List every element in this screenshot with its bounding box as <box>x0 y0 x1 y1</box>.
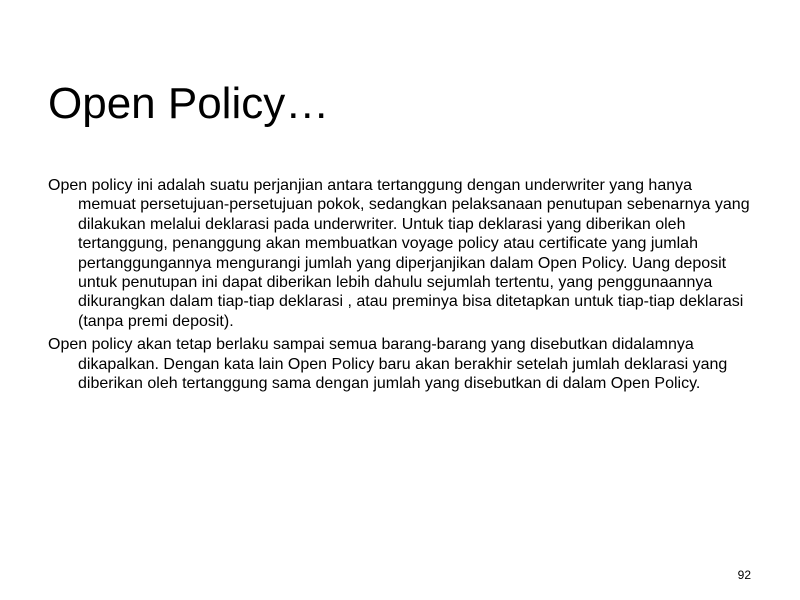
slide-title: Open Policy… <box>48 79 330 128</box>
body-paragraph: Open policy akan tetap berlaku sampai semua barang-barang yang disebutkan didalamnya dikapalkan. Dengan kata lain Open Policy baru akan berakhir setelah jumlah deklarasi yang diberikan oleh tertanggung sama dengan jumlah yang disebutkan di dalam Open Policy. <box>48 336 728 393</box>
page-number: 92 <box>737 568 751 582</box>
body-paragraph: Open policy ini adalah suatu perjanjian antara tertanggung dengan underwriter yang hanya memuat persetujuan-persetujuan pokok, sedangkan pelaksanaan penutupan sebenarnya yang dilakukan melalui deklarasi pada underwriter. Untuk tiap deklarasi yang diberikan oleh tertanggung, penanggung akan membuatkan voyage policy atau certificate yang jumlah pertanggungannya mengurangi jumlah yang diperjanjikan dalam Open Policy. Uang deposit untuk penutupan ini dapat diberikan lebih dahulu sejumlah tertentu, yang penggunaannya dikurangkan dalam tiap-tiap deklarasi , atau preminya bisa ditetapkan untuk tiap-tiap deklarasi (tanpa premi deposit). <box>48 177 750 330</box>
slide-body <box>48 176 754 397</box>
